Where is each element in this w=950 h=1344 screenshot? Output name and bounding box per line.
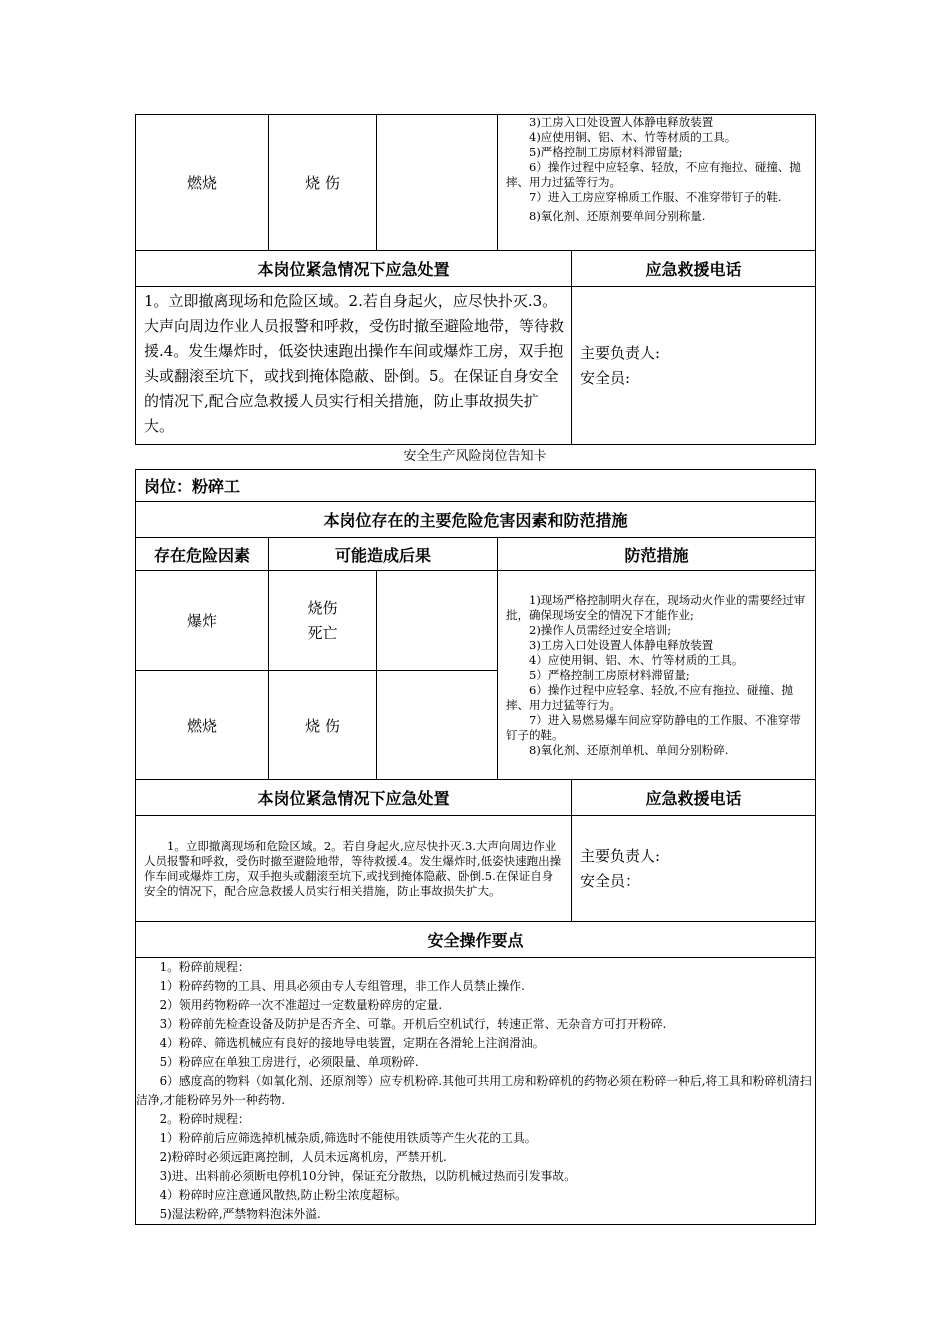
ops-line: 2)粉碎时必须远距离控制，人员未远离机房，严禁开机. <box>159 1150 447 1164</box>
measures-cell <box>498 115 816 251</box>
measure-item: 7）进入易燃易爆车间应穿防静电的工作服、不准穿带钉子的鞋。 <box>506 712 801 742</box>
safety-officer-label: 安全员： <box>580 871 641 890</box>
measure-item: 1)现场严格控制明火存在，现场动火作业的需要经过审批，确保现场安全的情况下才能作业; <box>506 592 806 622</box>
ops-line: 4）粉碎时应注意通风散热,防止粉尘浓度超标。 <box>159 1188 407 1202</box>
ops-line: 1。粉碎前规程： <box>159 960 250 974</box>
measure-item: 3)工房入口处设置人体静电释放装置 <box>529 115 714 129</box>
hazard-cell: 燃烧 <box>136 671 269 780</box>
consequence-cell: 烧 伤 <box>269 115 377 251</box>
measure-item: 4）应使用铜、铝、木、竹等材质的工具。 <box>529 652 744 667</box>
ops-line: 1）粉碎前后应筛选掉机械杂质,筛选时不能使用铁质等产生火花的工具。 <box>159 1131 537 1145</box>
measure-item: 6）操作过程中应轻拿、轻放，不应有拖拉、碰撞、抛摔、用力过猛等行为。 <box>506 160 801 189</box>
phone-contacts <box>572 816 816 922</box>
empty-cell <box>377 671 498 780</box>
ops-line: 6）感度高的物料（如氧化剂、还原剂等）应专机粉碎.其他可共用工房和粉碎机的药物必须在粉碎一种后,将工具和粉碎机清扫洁净,才能粉碎另外一种药物. <box>136 1074 812 1107</box>
top-hazard-table <box>135 114 816 445</box>
empty-cell <box>377 571 498 671</box>
phone-header: 应急救援电话 <box>572 251 816 287</box>
ops-line: 5）粉碎应在单独工房进行，必须限量、单项粉碎. <box>159 1055 419 1069</box>
empty-cell <box>377 115 498 251</box>
ops-line: 2。粉碎时规程： <box>159 1112 250 1126</box>
measure-item: 4)应使用铜、铝、木、竹等材质的工具。 <box>529 130 737 144</box>
hazard-cell: 爆炸 <box>136 571 269 671</box>
measure-item: 5）严格控制工房原材料滞留量; <box>529 667 690 682</box>
emergency-header: 本岗位紧急情况下应急处置 <box>136 251 572 287</box>
measures-cell <box>498 571 816 780</box>
col-header-hazard: 存在危险因素 <box>136 538 269 571</box>
ops-line: 5)湿法粉碎,严禁物料泡沫外溢. <box>159 1207 321 1221</box>
post-name: 岗位：粉碎工 <box>136 470 816 502</box>
phone-contacts <box>572 287 816 445</box>
ops-header: 安全操作要点 <box>136 922 816 958</box>
safety-officer-label: 安全员: <box>580 368 631 387</box>
section-header: 本岗位存在的主要危险危害因素和防范措施 <box>136 502 816 538</box>
measure-item: 3)工房入口处设置人体静电释放装置 <box>529 637 714 652</box>
responsible-person-label: 主要负责人: <box>580 846 661 865</box>
consequence-item: 烧伤 <box>307 598 338 617</box>
emergency-text: 1。立即撤离现场和危险区域。2。若自身起火,应尽快扑灭.3.大声向周边作业人员报警和呼救，受伤时撤至避险地带，等待救援.4。发生爆炸时,低姿快速跑出操作车间或爆炸工房，双手抱头或翻滚至坑下,或找到掩体隐蔽、卧倒.5.在保证自身安全的情况下，配合应急救援人员实行相关措施，防止事故损失扩大。 <box>136 816 572 922</box>
consequence-cell: 烧 伤 <box>269 671 377 780</box>
col-header-measures: 防范措施 <box>498 538 816 571</box>
measure-item: 2)操作人员需经过安全培训; <box>529 622 672 637</box>
measure-item: 5)严格控制工房原材料滞留量; <box>529 145 683 159</box>
measure-item: 7）进入工房应穿棉质工作服、不准穿带钉子的鞋. <box>529 190 782 204</box>
consequence-item: 死亡 <box>307 623 338 642</box>
ops-line: 3)进、出料前必须断电停机10分钟，保证充分散热，以防机械过热而引发事故。 <box>159 1169 577 1183</box>
phone-header: 应急救援电话 <box>572 780 816 816</box>
consequence-cell <box>269 571 377 671</box>
col-header-consequence: 可能造成后果 <box>269 538 498 571</box>
card-title: 安全生产风险岗位告知卡 <box>403 449 547 464</box>
ops-line: 2）领用药物粉碎一次不准超过一定数量粉碎房的定量. <box>159 998 443 1012</box>
ops-line: 3）粉碎前先检查设备及防护是否齐全、可靠。开机后空机试行，转速正常、无杂音方可打开粉碎. <box>159 1017 667 1031</box>
measure-item: 8)氧化剂、还原剂单机、单间分别粉碎. <box>529 742 729 757</box>
ops-line: 1）粉碎药物的工具、用具必须由专人专组管理，非工作人员禁止操作. <box>159 979 525 993</box>
hazard-cell: 燃烧 <box>136 115 269 251</box>
measure-item: 6）操作过程中应轻拿、轻放,不应有拖拉、碰撞、抛摔、用力过猛等行为。 <box>506 682 793 712</box>
ops-line: 4）粉碎、筛选机械应有良好的接地导电装置，定期在各滑轮上注润滑油。 <box>159 1036 545 1050</box>
responsible-person-label: 主要负责人: <box>580 343 661 362</box>
measure-item: 8)氧化剂、还原剂要单间分别称量. <box>529 209 706 223</box>
risk-card-table <box>135 469 816 1225</box>
emergency-text: 1。立即撤离现场和危险区域。2.若自身起火，应尽快扑灭.3。大声向周边作业人员报警和呼救，受伤时撤至避险地带，等待救援.4。发生爆炸时，低姿快速跑出操作车间或爆炸工房，双手抱头或翻滚至坑下，或找到掩体隐蔽、卧倒。5。在保证自身安全的情况下,配合应急救援人员实行相关措施，防止事故损失扩大。 <box>136 287 572 445</box>
emergency-header: 本岗位紧急情况下应急处置 <box>136 780 572 816</box>
ops-content <box>136 958 816 1225</box>
